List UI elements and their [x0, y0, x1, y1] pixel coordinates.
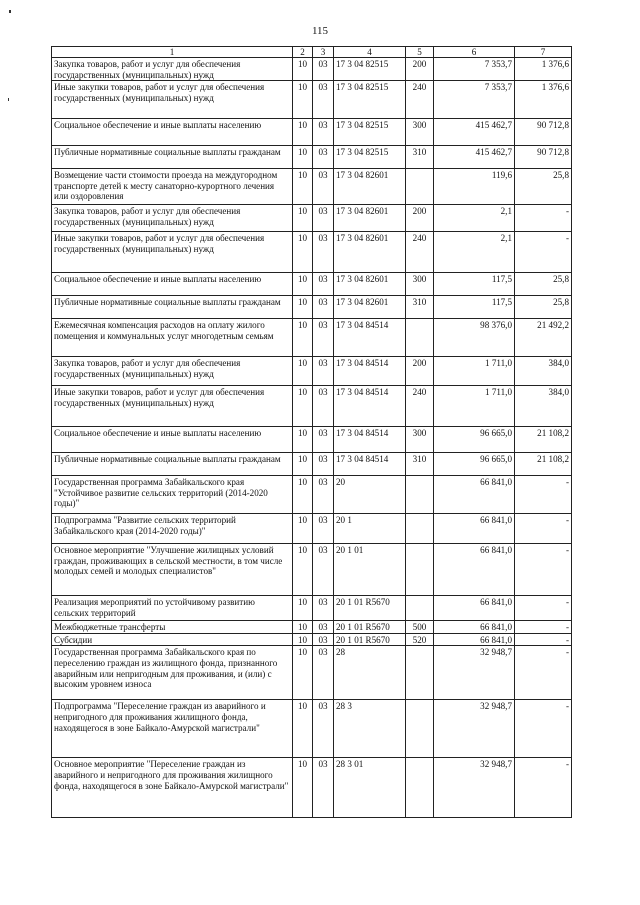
row-target-article-cell: 20 1 01 [334, 544, 406, 596]
row-target-article-cell: 17 3 04 82515 [334, 81, 406, 119]
scan-speck [8, 98, 9, 101]
header-cell: 2 [293, 47, 313, 58]
row-target-article-cell: 17 3 04 84514 [334, 427, 406, 453]
row-amount-executed-cell: - [515, 514, 572, 544]
table-row [52, 386, 572, 427]
row-expense-type-cell [406, 700, 434, 758]
row-target-article-cell: 17 3 04 84514 [334, 319, 406, 357]
row-section-cell: 10 [293, 544, 313, 596]
row-name-cell: Основное мероприятие "Переселение граждан из аварийного и непригодного для проживания жилищного фонда, находящегося в зоне Байкало-Амурской магистрали" [52, 758, 293, 818]
row-amount-planned-cell: 117,5 [434, 296, 515, 319]
row-amount-planned-cell: 2,1 [434, 232, 515, 273]
row-section-cell: 10 [293, 621, 313, 634]
table-row [52, 119, 572, 146]
row-name-cell: Ежемесячная компенсация расходов на оплату жилого помещения и коммунальных услуг многодетным семьям [52, 319, 293, 357]
row-amount-planned-cell: 66 841,0 [434, 596, 515, 621]
row-amount-executed-cell: - [515, 476, 572, 514]
row-expense-type-cell: 200 [406, 58, 434, 81]
row-amount-executed-cell: - [515, 232, 572, 273]
table-row [52, 633, 572, 646]
row-name-cell: Закупка товаров, работ и услуг для обеспечения государственных (муниципальных) нужд [52, 205, 293, 232]
row-subsection-cell: 03 [313, 386, 334, 427]
row-section-cell: 10 [293, 386, 313, 427]
table-row [52, 319, 572, 357]
row-subsection-cell: 03 [313, 544, 334, 596]
row-name-cell: Публичные нормативные социальные выплаты гражданам [52, 296, 293, 319]
row-section-cell: 10 [293, 476, 313, 514]
row-amount-executed-cell: 1 376,6 [515, 81, 572, 119]
table-row [52, 758, 572, 818]
row-section-cell: 10 [293, 357, 313, 386]
row-amount-planned-cell: 119,6 [434, 169, 515, 205]
row-section-cell: 10 [293, 427, 313, 453]
row-name-cell: Иные закупки товаров, работ и услуг для обеспечения государственных (муниципальных) нужд [52, 232, 293, 273]
row-target-article-cell: 20 1 [334, 514, 406, 544]
header-cell: 3 [313, 47, 334, 58]
row-subsection-cell: 03 [313, 58, 334, 81]
header-row [52, 47, 572, 58]
row-target-article-cell: 17 3 04 84514 [334, 357, 406, 386]
row-target-article-cell: 17 3 04 82601 [334, 232, 406, 273]
row-name-cell: Основное мероприятие "Улучшение жилищных условий граждан, проживающих в сельской местности, в том числе молодых семей и молодых специалистов" [52, 544, 293, 596]
row-expense-type-cell: 240 [406, 386, 434, 427]
row-subsection-cell: 03 [313, 700, 334, 758]
row-expense-type-cell: 300 [406, 119, 434, 146]
row-target-article-cell: 28 3 [334, 700, 406, 758]
row-amount-executed-cell: - [515, 621, 572, 634]
row-expense-type-cell: 500 [406, 621, 434, 634]
row-amount-executed-cell: - [515, 633, 572, 646]
row-amount-executed-cell: 384,0 [515, 357, 572, 386]
row-section-cell: 10 [293, 273, 313, 296]
row-amount-executed-cell: - [515, 700, 572, 758]
row-target-article-cell: 17 3 04 84514 [334, 386, 406, 427]
row-amount-planned-cell: 1 711,0 [434, 386, 515, 427]
row-name-cell: Социальное обеспечение и иные выплаты населению [52, 119, 293, 146]
row-section-cell: 10 [293, 205, 313, 232]
row-subsection-cell: 03 [313, 633, 334, 646]
row-section-cell: 10 [293, 169, 313, 205]
row-expense-type-cell: 310 [406, 146, 434, 169]
row-subsection-cell: 03 [313, 596, 334, 621]
row-name-cell: Подпрограмма "Развитие сельских территорий Забайкальского края (2014-2020 годы)" [52, 514, 293, 544]
table-row [52, 81, 572, 119]
row-amount-executed-cell: 90 712,8 [515, 146, 572, 169]
table-row [52, 476, 572, 514]
row-amount-planned-cell: 2,1 [434, 205, 515, 232]
row-subsection-cell: 03 [313, 119, 334, 146]
row-name-cell: Межбюджетные трансферты [52, 621, 293, 634]
row-target-article-cell: 17 3 04 82601 [334, 296, 406, 319]
row-amount-planned-cell: 32 948,7 [434, 646, 515, 700]
row-expense-type-cell: 200 [406, 357, 434, 386]
row-amount-planned-cell: 96 665,0 [434, 427, 515, 453]
row-expense-type-cell: 240 [406, 232, 434, 273]
scan-speck [9, 10, 11, 13]
row-expense-type-cell: 310 [406, 296, 434, 319]
row-amount-planned-cell: 32 948,7 [434, 758, 515, 818]
row-subsection-cell: 03 [313, 427, 334, 453]
row-subsection-cell: 03 [313, 476, 334, 514]
row-subsection-cell: 03 [313, 514, 334, 544]
row-amount-planned-cell: 1 711,0 [434, 357, 515, 386]
row-amount-planned-cell: 66 841,0 [434, 621, 515, 634]
table-row [52, 357, 572, 386]
row-target-article-cell: 20 1 01 R5670 [334, 596, 406, 621]
row-section-cell: 10 [293, 700, 313, 758]
row-expense-type-cell: 240 [406, 81, 434, 119]
row-amount-planned-cell: 96 665,0 [434, 453, 515, 476]
row-amount-executed-cell: 25,8 [515, 296, 572, 319]
table-row [52, 646, 572, 700]
budget-table [51, 46, 572, 818]
row-expense-type-cell: 200 [406, 205, 434, 232]
row-amount-executed-cell: - [515, 646, 572, 700]
row-expense-type-cell: 300 [406, 273, 434, 296]
header-cell: 7 [515, 47, 572, 58]
row-name-cell: Закупка товаров, работ и услуг для обеспечения государственных (муниципальных) нужд [52, 357, 293, 386]
row-section-cell: 10 [293, 514, 313, 544]
row-target-article-cell: 17 3 04 82515 [334, 146, 406, 169]
row-amount-executed-cell: - [515, 205, 572, 232]
row-section-cell: 10 [293, 296, 313, 319]
table-row [52, 58, 572, 81]
row-target-article-cell: 17 3 04 82601 [334, 169, 406, 205]
table-row [52, 621, 572, 634]
row-name-cell: Государственная программа Забайкальского края "Устойчивое развитие сельских территорий (2014-2020 годы)" [52, 476, 293, 514]
row-subsection-cell: 03 [313, 146, 334, 169]
row-amount-planned-cell: 415 462,7 [434, 146, 515, 169]
row-section-cell: 10 [293, 319, 313, 357]
table-row [52, 596, 572, 621]
table-row [52, 453, 572, 476]
table-row [52, 273, 572, 296]
row-subsection-cell: 03 [313, 296, 334, 319]
row-section-cell: 10 [293, 58, 313, 81]
table-row [52, 205, 572, 232]
row-amount-executed-cell: - [515, 596, 572, 621]
row-amount-executed-cell: 1 376,6 [515, 58, 572, 81]
row-amount-planned-cell: 66 841,0 [434, 514, 515, 544]
row-amount-planned-cell: 66 841,0 [434, 544, 515, 596]
row-name-cell: Публичные нормативные социальные выплаты гражданам [52, 453, 293, 476]
row-expense-type-cell [406, 544, 434, 596]
row-target-article-cell: 20 [334, 476, 406, 514]
header-cell: 1 [52, 47, 293, 58]
row-expense-type-cell: 520 [406, 633, 434, 646]
row-name-cell: Социальное обеспечение и иные выплаты населению [52, 427, 293, 453]
row-amount-executed-cell: 21 108,2 [515, 427, 572, 453]
row-amount-planned-cell: 32 948,7 [434, 700, 515, 758]
row-expense-type-cell [406, 319, 434, 357]
row-section-cell: 10 [293, 453, 313, 476]
row-name-cell: Возмещение части стоимости проезда на междугородном транспорте детей к месту санаторно-курортного лечения или оздоровления [52, 169, 293, 205]
row-name-cell: Социальное обеспечение и иные выплаты населению [52, 273, 293, 296]
row-target-article-cell: 17 3 04 82601 [334, 273, 406, 296]
row-amount-executed-cell: 21 108,2 [515, 453, 572, 476]
row-expense-type-cell: 300 [406, 427, 434, 453]
table-row [52, 169, 572, 205]
row-name-cell: Субсидии [52, 633, 293, 646]
row-target-article-cell: 20 1 01 R5670 [334, 633, 406, 646]
page-number: 115 [311, 25, 329, 37]
row-target-article-cell: 17 3 04 84514 [334, 453, 406, 476]
row-amount-executed-cell: - [515, 544, 572, 596]
row-amount-planned-cell: 98 376,0 [434, 319, 515, 357]
row-section-cell: 10 [293, 146, 313, 169]
row-section-cell: 10 [293, 232, 313, 273]
row-amount-executed-cell: 25,8 [515, 273, 572, 296]
row-expense-type-cell [406, 169, 434, 205]
row-expense-type-cell: 310 [406, 453, 434, 476]
row-expense-type-cell [406, 596, 434, 621]
table-body [52, 58, 572, 818]
row-target-article-cell: 17 3 04 82601 [334, 205, 406, 232]
header-cell: 4 [334, 47, 406, 58]
row-section-cell: 10 [293, 81, 313, 119]
table-row [52, 700, 572, 758]
row-name-cell: Государственная программа Забайкальского края по переселению граждан из жилищного фонда, признанного аварийным или непригодным для проживания, и (или) с высоким уровнем износа [52, 646, 293, 700]
row-amount-planned-cell: 66 841,0 [434, 476, 515, 514]
row-subsection-cell: 03 [313, 319, 334, 357]
row-name-cell: Подпрограмма "Переселение граждан из аварийного и непригодного для проживания жилищного фонда, находящегося в зоне Байкало-Амурской магистрали" [52, 700, 293, 758]
row-expense-type-cell [406, 476, 434, 514]
table-row [52, 296, 572, 319]
row-section-cell: 10 [293, 119, 313, 146]
row-amount-executed-cell: 25,8 [515, 169, 572, 205]
table-row [52, 544, 572, 596]
row-expense-type-cell [406, 758, 434, 818]
row-amount-executed-cell: 384,0 [515, 386, 572, 427]
row-name-cell: Реализация мероприятий по устойчивому развитию сельских территорий [52, 596, 293, 621]
table-row [52, 514, 572, 544]
row-target-article-cell: 20 1 01 R5670 [334, 621, 406, 634]
table-row [52, 427, 572, 453]
row-subsection-cell: 03 [313, 621, 334, 634]
row-name-cell: Публичные нормативные социальные выплаты гражданам [52, 146, 293, 169]
row-amount-executed-cell: 90 712,8 [515, 119, 572, 146]
row-subsection-cell: 03 [313, 646, 334, 700]
row-expense-type-cell [406, 514, 434, 544]
row-amount-planned-cell: 117,5 [434, 273, 515, 296]
row-subsection-cell: 03 [313, 232, 334, 273]
row-name-cell: Иные закупки товаров, работ и услуг для обеспечения государственных (муниципальных) нужд [52, 386, 293, 427]
row-target-article-cell: 17 3 04 82515 [334, 58, 406, 81]
row-subsection-cell: 03 [313, 453, 334, 476]
row-amount-executed-cell: - [515, 758, 572, 818]
row-amount-executed-cell: 21 492,2 [515, 319, 572, 357]
row-subsection-cell: 03 [313, 81, 334, 119]
row-subsection-cell: 03 [313, 758, 334, 818]
row-expense-type-cell [406, 646, 434, 700]
row-section-cell: 10 [293, 633, 313, 646]
row-target-article-cell: 28 3 01 [334, 758, 406, 818]
row-subsection-cell: 03 [313, 169, 334, 205]
row-subsection-cell: 03 [313, 205, 334, 232]
row-amount-planned-cell: 66 841,0 [434, 633, 515, 646]
row-amount-planned-cell: 7 353,7 [434, 81, 515, 119]
row-subsection-cell: 03 [313, 273, 334, 296]
table-row [52, 146, 572, 169]
row-section-cell: 10 [293, 646, 313, 700]
row-amount-planned-cell: 7 353,7 [434, 58, 515, 81]
row-section-cell: 10 [293, 596, 313, 621]
row-name-cell: Иные закупки товаров, работ и услуг для обеспечения государственных (муниципальных) нужд [52, 81, 293, 119]
row-subsection-cell: 03 [313, 357, 334, 386]
table-row [52, 232, 572, 273]
row-name-cell: Закупка товаров, работ и услуг для обеспечения государственных (муниципальных) нужд [52, 58, 293, 81]
row-target-article-cell: 28 [334, 646, 406, 700]
header-cell: 5 [406, 47, 434, 58]
header-cell: 6 [434, 47, 515, 58]
row-amount-planned-cell: 415 462,7 [434, 119, 515, 146]
row-target-article-cell: 17 3 04 82515 [334, 119, 406, 146]
row-section-cell: 10 [293, 758, 313, 818]
